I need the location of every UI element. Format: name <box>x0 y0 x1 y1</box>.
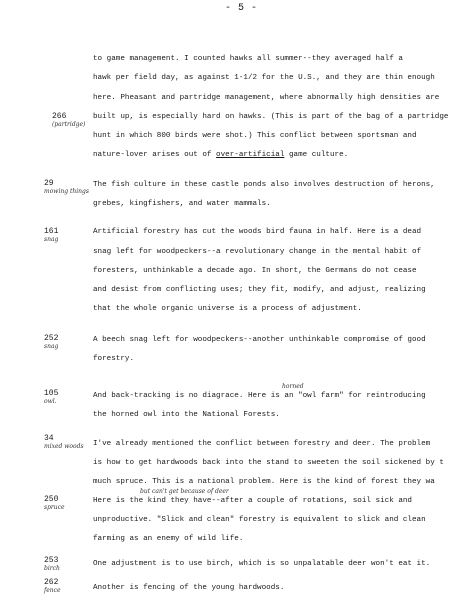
slide-number: 34 <box>44 434 54 443</box>
margin-note: spruce <box>44 504 65 511</box>
text-line: farming as an enemy of wild life. <box>93 535 244 543</box>
text-line: built up, is especially hard on hawks. (This is part of the bag of a partridge <box>93 113 449 121</box>
margin-annotation <box>44 578 61 594</box>
margin-annotation <box>52 112 85 128</box>
margin-annotation <box>44 495 65 511</box>
slide-number: 250 <box>44 495 59 504</box>
margin-note: mowing things <box>44 188 89 195</box>
margin-note: birch <box>44 565 60 572</box>
margin-note: (partridge) <box>52 121 86 128</box>
text-line: I've already mentioned the conflict between forestry and deer. The problem <box>93 440 431 448</box>
text-line: One adjustment is to use birch, which is so unpalatable deer won't eat it. <box>93 560 431 568</box>
margin-annotation <box>44 334 58 350</box>
margin-annotation <box>44 227 58 243</box>
margin-note: fence <box>44 587 61 594</box>
margin-annotation <box>44 179 89 195</box>
margin-annotation <box>44 556 60 572</box>
text-line: the horned owl into the National Forests. <box>93 411 280 419</box>
margin-note: snag <box>44 236 59 243</box>
text-line: that the whole organic universe is a process of adjustment. <box>93 305 362 313</box>
text-line: hawk per field day, as against 1-1/2 for the U.S., and they are thin enough <box>93 74 435 82</box>
text-line: is how to get hardwoods back into the stand to sweeten the soil sickened by t <box>93 459 444 467</box>
handwritten-insertion: horned <box>282 383 304 390</box>
text-line: here. Pheasant and partridge management, where abnormally high densities are <box>93 94 440 102</box>
slide-number: 253 <box>44 556 59 565</box>
text-line: Artificial forestry has cut the woods bird fauna in half. Here is a dead <box>93 228 422 236</box>
text-line: hunt in which 800 birds were shot.) This conflict between sportsman and <box>93 132 417 140</box>
page-number: - 5 - <box>225 3 258 14</box>
slide-number: 29 <box>44 179 54 188</box>
text-line: snag left for woodpeckers--a revolutionary change in the mental habit of <box>93 248 422 256</box>
text-line: And back-tracking is no diagrace. Here is an "owl farm" for reintroducing <box>93 392 426 400</box>
text-line: forestry. <box>93 355 135 363</box>
handwritten-note: but can't get because of deer <box>140 488 229 495</box>
text-line: to game management. I counted hawks all summer--they averaged half a <box>93 55 403 63</box>
slide-number: 105 <box>44 389 59 398</box>
text-line: much spruce. This is a national problem. Here is the kind of forest they wa <box>93 478 435 486</box>
slide-number: 161 <box>44 227 59 236</box>
text-line: A beech snag left for woodpeckers--another unthinkable compromise of good <box>93 336 426 344</box>
text-segment: nature-lover arises out of <box>93 151 217 159</box>
slide-number: 266 <box>52 112 67 121</box>
margin-note: owl. <box>44 398 57 405</box>
text-line: grebes, kingfishers, and water mammals. <box>93 200 271 208</box>
underlined-phrase: over-artificial <box>216 151 285 159</box>
text-line: Here is the kind they have--after a couple of rotations, soil sick and <box>93 497 412 505</box>
slide-number: 252 <box>44 334 59 343</box>
margin-note: mixed woods <box>44 443 84 450</box>
text-line <box>93 151 348 159</box>
margin-note: snag <box>44 343 59 350</box>
margin-annotation <box>44 389 58 405</box>
text-line: foresters, unthinkable a decade ago. In short, the Germans do not cease <box>93 267 417 275</box>
text-line: unproductive. "Slick and clean" forestry is equivalent to slick and clean <box>93 516 426 524</box>
text-segment: game culture. <box>284 151 349 159</box>
margin-annotation <box>44 434 84 450</box>
text-line: The fish culture in these castle ponds also involves destruction of herons, <box>93 181 435 189</box>
text-line: Another is fencing of the young hardwoods. <box>93 584 285 592</box>
slide-number: 262 <box>44 578 59 587</box>
text-line: and desist from conflicting uses; they fit, modify, and adjust, realizing <box>93 286 426 294</box>
